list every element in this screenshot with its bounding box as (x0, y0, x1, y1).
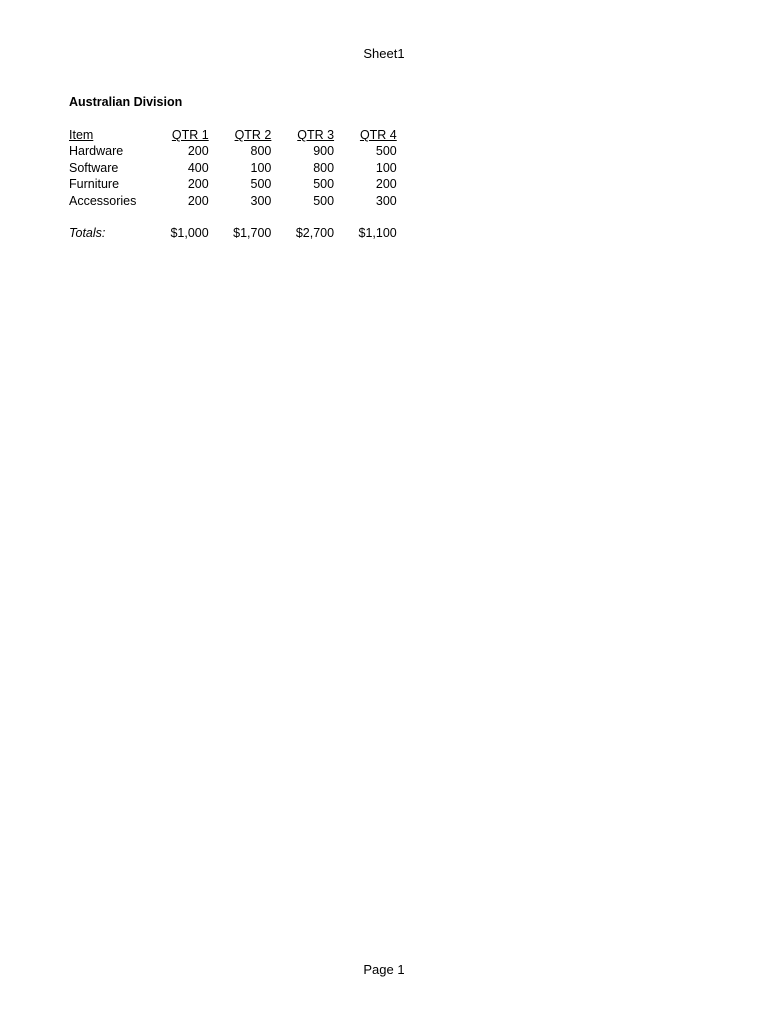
cell-value: 800 (250, 144, 272, 159)
totals-row (69, 225, 397, 241)
total-value: $1,700 (233, 226, 272, 241)
cell-value: 500 (375, 144, 397, 159)
spacer-row (69, 209, 397, 225)
cell-value: 900 (313, 144, 335, 159)
column-header-qtr2: QTR 2 (234, 128, 272, 142)
cell-value: 200 (187, 144, 209, 159)
table-row (69, 143, 397, 159)
column-header-qtr4: QTR 4 (359, 128, 397, 142)
row-item-label: Software (69, 160, 119, 175)
empty-cell (69, 209, 397, 225)
cell-value: 200 (187, 177, 209, 192)
cell-value: 100 (250, 160, 272, 175)
table-row (69, 193, 397, 209)
column-header-qtr3: QTR 3 (297, 128, 335, 142)
cell-value: 400 (187, 160, 209, 175)
data-table (69, 127, 397, 242)
page-header: Sheet1 (363, 46, 405, 61)
total-value: $2,700 (295, 226, 335, 241)
cell-value: 500 (313, 177, 335, 192)
row-item-label: Furniture (69, 177, 120, 192)
cell-value: 800 (313, 160, 335, 175)
table-row (69, 160, 397, 176)
total-value: $1,000 (170, 226, 209, 241)
table-header-row (69, 127, 397, 143)
cell-value: 200 (375, 177, 397, 192)
row-item-label: Hardware (69, 144, 124, 159)
cell-value: 300 (375, 193, 397, 208)
table-row (69, 176, 397, 192)
totals-label: Totals: (69, 226, 106, 241)
page-footer: Page 1 (363, 962, 405, 977)
cell-value: 100 (375, 160, 397, 175)
division-title: Australian Division (69, 95, 183, 109)
cell-value: 200 (187, 193, 209, 208)
column-header-item: Item (69, 128, 94, 142)
cell-value: 300 (250, 193, 272, 208)
cell-value: 500 (313, 193, 335, 208)
column-header-qtr1: QTR 1 (171, 128, 209, 142)
total-value: $1,100 (358, 226, 397, 241)
row-item-label: Accessories (69, 193, 137, 208)
cell-value: 500 (250, 177, 272, 192)
